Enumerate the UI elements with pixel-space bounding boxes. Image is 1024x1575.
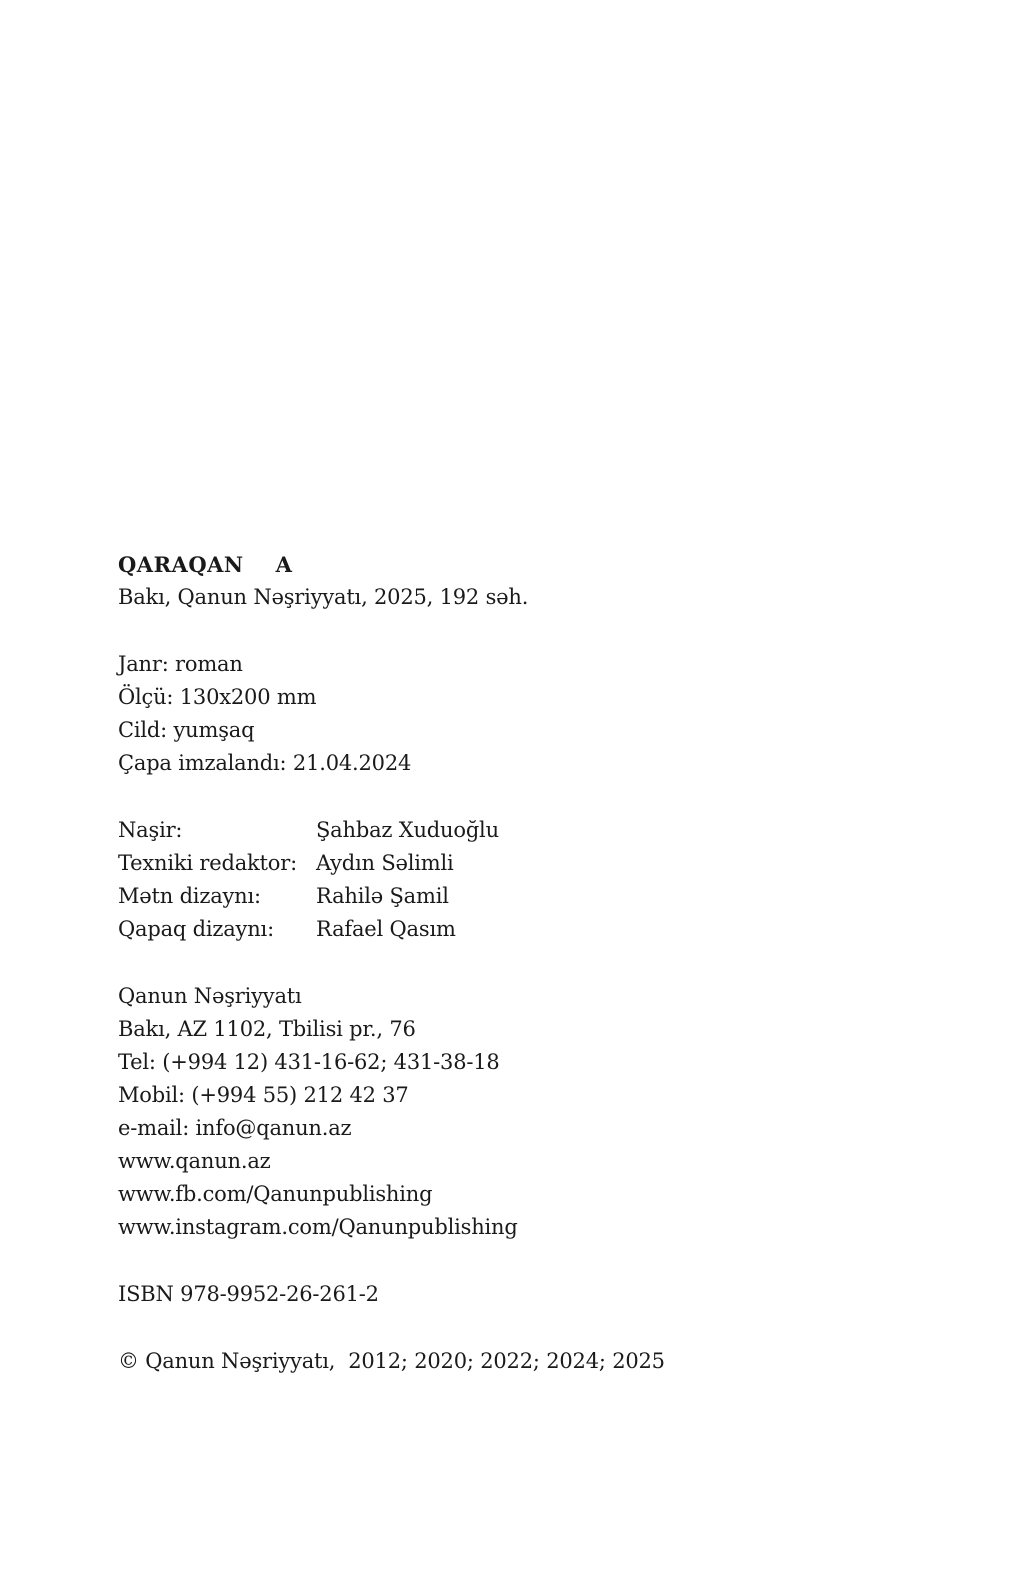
detail-size: Ölçü: 130x200 mm — [118, 685, 317, 709]
staff-row-text-design — [118, 880, 499, 913]
staff-row-tech-editor — [118, 847, 499, 880]
staff-label: Qapaq dizaynı: — [118, 917, 274, 941]
title-block — [118, 548, 528, 614]
staff-row-publisher — [118, 814, 499, 847]
copyright-block — [118, 1345, 665, 1378]
staff-value: Rahilə Şamil — [316, 884, 449, 908]
publisher-phone: Tel: (+994 12) 431-16-62; 431-38-18 — [118, 1050, 500, 1074]
isbn-block — [118, 1278, 379, 1311]
publisher-facebook: www.fb.com/Qanunpublishing — [118, 1182, 433, 1206]
publisher-email: e-mail: info@qanun.az — [118, 1116, 352, 1140]
staff-row-cover-design — [118, 913, 499, 946]
detail-genre: Janr: roman — [118, 652, 243, 676]
title-main: QARAQAN — [118, 552, 244, 577]
book-details — [118, 648, 411, 780]
publisher-name: Qanun Nəşriyyatı — [118, 984, 302, 1008]
book-title — [118, 548, 528, 581]
publisher-address: Bakı, AZ 1102, Tbilisi pr., 76 — [118, 1017, 416, 1041]
imprint-line: Bakı, Qanun Nəşriyyatı, 2025, 192 səh. — [118, 585, 529, 609]
title-suffix: A — [275, 552, 293, 577]
staff-label: Naşir: — [118, 818, 183, 842]
staff-value: Şahbaz Xuduoğlu — [316, 818, 499, 842]
detail-binding: Cild: yumşaq — [118, 718, 255, 742]
detail-print-date: Çapa imzalandı: 21.04.2024 — [118, 751, 412, 775]
staff-credits — [118, 814, 499, 946]
staff-label: Texniki redaktor: — [118, 851, 297, 875]
isbn-number: ISBN 978-9952-26-261-2 — [118, 1282, 379, 1306]
staff-value: Rafael Qasım — [316, 917, 456, 941]
copyright-notice: © Qanun Nəşriyyatı, 2012; 2020; 2022; 2024; 2025 — [118, 1349, 665, 1373]
publisher-contact — [118, 980, 518, 1244]
staff-label: Mətn dizaynı: — [118, 884, 261, 908]
publisher-website: www.qanun.az — [118, 1149, 271, 1173]
staff-value: Aydın Səlimli — [316, 851, 454, 875]
publisher-mobile: Mobil: (+994 55) 212 42 37 — [118, 1083, 409, 1107]
publisher-instagram: www.instagram.com/Qanunpublishing — [118, 1215, 518, 1239]
